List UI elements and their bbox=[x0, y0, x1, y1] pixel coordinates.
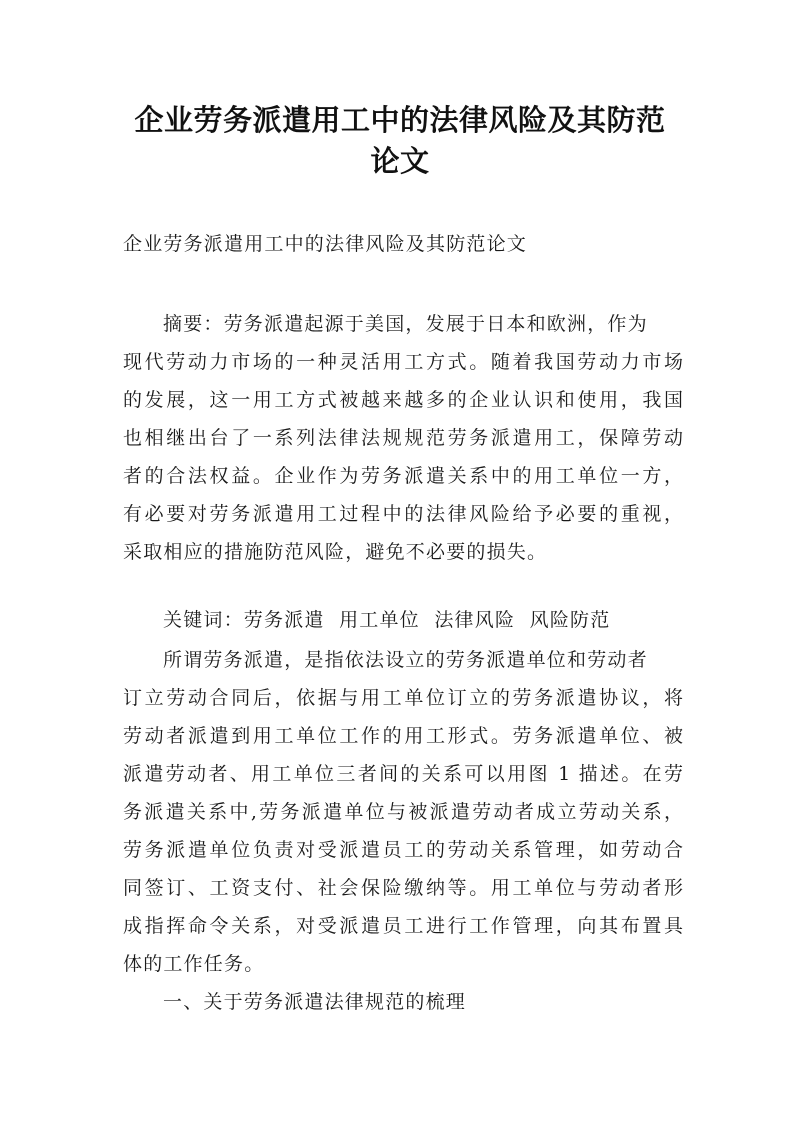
abstract-line: 的发展，这一用工方式被越来越多的企业认识和使用，我国 bbox=[123, 389, 683, 411]
document-title-line-2: 论文 bbox=[370, 144, 430, 178]
body-line: 成指挥命令关系，对受派遣员工进行工作管理，向其布置具 bbox=[123, 915, 683, 937]
body-line: 务派遣关系中,劳务派遣单位与被派遣劳动者成立劳动关系， bbox=[123, 801, 683, 823]
abstract-line: 也相继出台了一系列法律法规规范劳务派遣用工，保障劳动 bbox=[123, 427, 683, 449]
abstract-line: 有必要对劳务派遣用工过程中的法律风险给予必要的重视， bbox=[123, 503, 683, 525]
abstract-line: 现代劳动力市场的一种灵活用工方式。随着我国劳动力市场 bbox=[123, 351, 683, 373]
body-line: 劳动者派遣到用工单位工作的用工形式。劳务派遣单位、被 bbox=[123, 725, 683, 747]
abstract-line: 者的合法权益。企业作为劳务派遣关系中的用工单位一方， bbox=[123, 465, 683, 487]
abstract-line: 采取相应的措施防范风险，避免不必要的损失。 bbox=[123, 541, 548, 563]
body-line: 同签订、工资支付、社会保险缴纳等。用工单位与劳动者形 bbox=[123, 877, 683, 899]
abstract-line: 摘要：劳务派遣起源于美国，发展于日本和欧洲，作为 bbox=[163, 313, 648, 335]
section-heading: 一、关于劳务派遣法律规范的梳理 bbox=[163, 991, 467, 1013]
body-line: 劳务派遣单位负责对受派遣员工的劳动关系管理，如劳动合 bbox=[123, 839, 683, 861]
body-line: 所谓劳务派遣，是指依法设立的劳务派遣单位和劳动者 bbox=[163, 649, 648, 671]
document-title-line-1: 企业劳务派遣用工中的法律风险及其防范 bbox=[134, 103, 666, 137]
body-line: 派遣劳动者、用工单位三者间的关系可以用图 1 描述。在劳 bbox=[123, 763, 683, 785]
body-line: 订立劳动合同后，依据与用工单位订立的劳务派遣协议，将 bbox=[123, 687, 683, 709]
document-subtitle: 企业劳务派遣用工中的法律风险及其防范论文 bbox=[123, 233, 528, 255]
keywords-line: 关键词：劳务派遣 用工单位 法律风险 风险防范 bbox=[163, 609, 611, 631]
body-line: 体的工作任务。 bbox=[123, 953, 265, 975]
